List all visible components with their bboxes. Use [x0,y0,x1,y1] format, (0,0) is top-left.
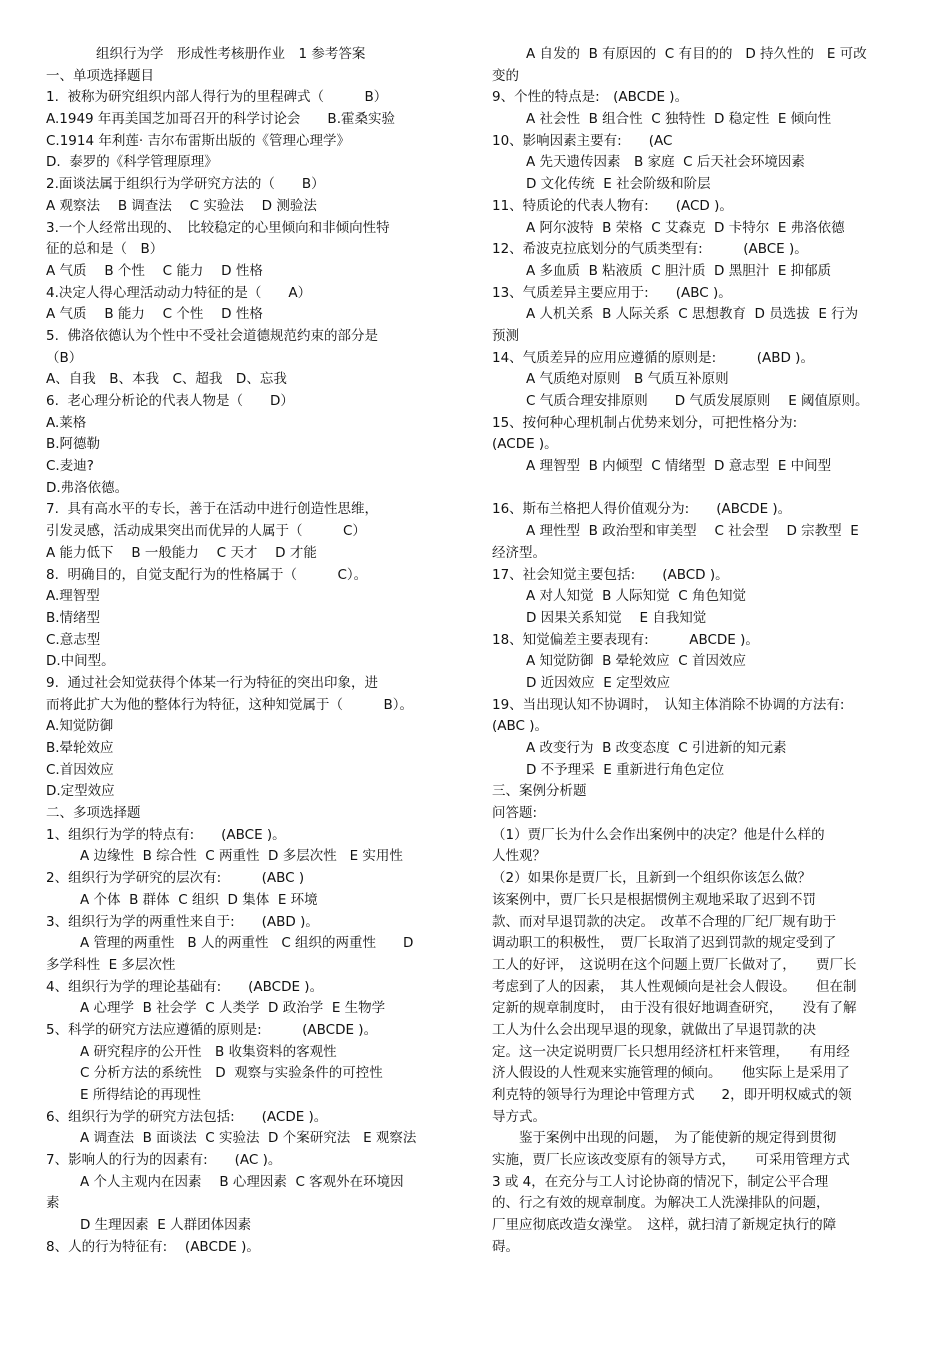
left-text-line: B.阿德勒 [46,436,101,453]
right-text-line: (ACDE )。 [492,436,558,453]
right-text-line: 问答题: [492,805,538,822]
left-text-line: 一、单项选择题目 [46,67,154,84]
right-text-line: 人性观？ [492,848,546,865]
right-text-line [492,478,906,500]
left-text-line: 引发灵感，活动成果突出而优异的人属于（ C） [46,523,366,540]
left-text-line: 8、人的行为特征有: (ABCDE )。 [46,1238,260,1255]
right-text-line: C 气质合理安排原则 D 气质发展原则 E 阈值原则。 [526,393,869,409]
right-text-line: 利克特的领导行为理论中管理方式 2，即开明权威式的领 [492,1087,852,1103]
left-column [46,44,462,1259]
left-text-line: 5. 佛洛依德认为个性中不受社会道德规范约束的部分是 [46,327,378,344]
left-text-line: C.1914 年利莲· 吉尔布雷斯出版的《管理心理学》 [46,132,350,149]
left-text-line: C.意志型 [46,631,101,648]
left-text-line: A 能力低下 B 一般能力 C 天才 D 才能 [46,544,317,561]
right-text-line: 实施，贾厂长应该改变原有的领导方式， 可采用管理方式 [492,1152,850,1169]
right-text-line: A 自发的 B 有原因的 C 有目的的 D 持久性的 E 可改 [526,46,867,62]
left-text-line: D.定型效应 [46,783,115,800]
left-text-line: B.情绪型 [46,609,101,626]
right-text-line: 款、而对早退罚款的决定。 改革不合理的厂纪厂规有助于 [492,913,837,930]
left-text-line: 1、组织行为学的特点有: (ABCE )。 [46,826,286,843]
right-text-line: 12、希波克拉底划分的气质类型有: (ABCE )。 [492,241,808,258]
left-text-line: 征的总和是（ B） [46,241,164,258]
right-text-line: A 先天遗传因素 B 家庭 C 后天社会环境因素 [526,154,805,171]
left-text-line: 2.面谈法属于组织行为学研究方法的（ B） [46,176,325,193]
left-text-line: B.晕轮效应 [46,740,114,756]
left-text-line: 7. 具有高水平的专长，善于在活动中进行创造性思维， [46,501,378,518]
left-text-line: C 分析方法的系统性 D 观察与实验条件的可控性 [80,1065,383,1082]
right-text-line: 该案例中，贾厂长只是根据惯例主观地采取了迟到不罚 [492,891,816,908]
left-text-line: A.理智型 [46,588,100,605]
left-text-line: A.1949 年再美国芝加哥召开的科学讨论会 B.霍桑实验 [46,111,395,128]
right-text-line: 调动职工的积极性， 贾厂长取消了迟到罚款的规定受到了 [492,935,837,952]
left-text-line: （B） [46,349,83,366]
left-text-line: 6. 老心理分析论的代表人物是（ D） [46,393,294,409]
right-text-line: （1）贾厂长为什么会作出案例中的决定？他是什么样的 [492,826,825,843]
left-text-line: E 所得结论的再现性 [80,1087,201,1103]
left-text-line: 二、多项选择题 [46,805,141,822]
right-text-line: 15、按何种心理机制占优势来划分，可把性格分为: [492,414,798,431]
right-text-line: A 理性型 B 政治型和审美型 C 社会型 D 宗教型 E [526,523,859,540]
right-text-line: 三、案例分析题 [492,783,587,800]
left-text-line: 9. 通过社会知觉获得个体某一行为特征的突出印象，进 [46,674,378,691]
right-text-line: 定。这一决定说明贾厂长只想用经济杠杆来管理， 有用经 [492,1043,850,1060]
left-text-line: A 气质 B 能力 C 个性 D 性格 [46,306,263,323]
left-text-line: 5、科学的研究方法应遵循的原则是: (ABCDE )。 [46,1021,378,1038]
left-text-line: A.知觉防御 [46,718,114,735]
left-text-line: 4.决定人得心理活动动力特征的是（ A） [46,284,312,301]
left-text-line: 组织行为学 形成性考核册作业 1 参考答案 [96,46,366,62]
right-text-line: 9、个性的特点是: (ABCDE )。 [492,89,689,106]
right-text-line: 17、社会知觉主要包括: (ABCD )。 [492,566,729,583]
left-text-line: A 管理的两重性 B 人的两重性 C 组织的两重性 D [80,935,414,952]
right-text-line: D 近因效应 E 定型效应 [526,674,671,691]
left-text-line: D.弗洛依德。 [46,479,129,496]
right-text-line: 考虑到了人的因素， 其人性观倾向是社会人假设。 但在制 [492,978,857,995]
right-text-line: D 因果关系知觉 E 自我知觉 [526,609,707,626]
right-text-line: 定新的规章制度时， 由于没有很好地调查研究， 没有了解 [492,1000,857,1017]
left-text-line: 3、组织行为学的两重性来自于: (ABD )。 [46,913,319,930]
right-text-line: A 人机关系 B 人际关系 C 思想教育 D 员选拔 E 行为 [526,306,859,323]
right-text-line: 工人为什么会出现早退的现象，就做出了早退罚款的决 [492,1021,816,1038]
left-text-line: A 气质 B 个性 C 能力 D 性格 [46,262,263,279]
right-text-line: 鉴于案例中出现的问题， 为了能使新的规定得到贯彻 [492,1130,837,1147]
left-text-line: A 个人主观内在因素 B 心理因素 C 客观外在环境因 [80,1173,404,1190]
left-text-line: A.莱格 [46,414,87,431]
right-text-line: 16、斯布兰格把人得价值观分为: (ABCDE )。 [492,501,792,518]
left-text-line: 7、影响人的行为的因素有: (AC )。 [46,1152,282,1169]
right-text-line: A 理智型 B 内倾型 C 情绪型 D 意志型 E 中间型 [526,458,832,475]
left-text-line: C.首因效应 [46,761,114,778]
left-text-line: 6、组织行为学的研究方法包括: (ACDE )。 [46,1108,328,1125]
left-text-line: A 个体 B 群体 C 组织 D 集体 E 环境 [80,891,318,908]
right-text-line: D 不予理采 E 重新进行角色定位 [526,761,725,778]
left-text-line: 4、组织行为学的理论基础有: (ABCDE )。 [46,978,324,995]
left-text-line: D. 泰罗的《科学管理原理》 [46,154,218,171]
right-column [492,44,906,1259]
left-text-line: C.麦迪? [46,458,94,475]
right-text-line: A 阿尔波特 B 荣格 C 艾森克 D 卡特尔 E 弗洛依德 [526,219,845,236]
left-text-line: 3.一个人经常出现的、 比较稳定的心里倾向和非倾向性特 [46,219,390,236]
left-text-line: A 研究程序的公开性 B 收集资料的客观性 [80,1043,337,1060]
left-text-line: A 心理学 B 社会学 C 人类学 D 政治学 E 生物学 [80,1000,386,1017]
right-text-line: 的、行之有效的规章制度。为解决工人洗澡排队的问题， [492,1195,830,1212]
left-text-line: D 生理因素 E 人群团体因素 [80,1217,252,1234]
right-text-line: 10、影响因素主要有: (AC [492,132,673,149]
right-text-line: A 社会性 B 组合性 C 独特性 D 稳定性 E 倾向性 [526,111,832,128]
right-text-line: A 对人知觉 B 人际知觉 C 角色知觉 [526,588,746,605]
left-text-line: A 观察法 B 调查法 C 实验法 D 测验法 [46,197,317,214]
left-text-line: 素 [46,1195,60,1212]
right-text-line: 碍。 [492,1238,519,1255]
right-text-line: 预测 [492,327,519,344]
left-text-line: 8. 明确目的，自觉支配行为的性格属于（ C）。 [46,566,368,583]
right-text-line: 工人的好评， 这说明在这个问题上贾厂长做对了， 贾厂长 [492,956,857,973]
left-text-line: A、自我 B、本我 C、超我 D、忘我 [46,371,287,388]
right-text-line: 厂里应彻底改造女澡堂。 这样，就扫清了新规定执行的障 [492,1217,837,1234]
left-text-line: 多学科性 E 多层次性 [46,956,176,973]
right-text-line: A 气质绝对原则 B 气质互补原则 [526,371,729,388]
right-text-line: 11、特质论的代表人物有: (ACD )。 [492,197,733,214]
right-text-line: A 多血质 B 粘液质 C 胆汁质 D 黑胆汁 E 抑郁质 [526,262,832,279]
right-text-line: A 改变行为 B 改变态度 C 引进新的知元素 [526,740,787,756]
right-text-line: 3 或 4，在充分与工人讨论协商的情况下，制定公平合理 [492,1173,829,1190]
right-text-line: 经济型。 [492,544,546,561]
right-text-line: 导方式。 [492,1108,546,1125]
left-text-line: 2、组织行为学研究的层次有: (ABC ) [46,870,305,887]
left-text-line: 而将此扩大为他的整体行为特征，这种知觉属于（ B）。 [46,696,414,713]
right-text-line: （2）如果你是贾厂长，且新到一个组织你该怎么做？ [492,870,812,887]
left-text-line: D.中间型。 [46,653,115,670]
right-text-line: D 文化传统 E 社会阶级和阶层 [526,176,711,193]
right-text-line: (ABC )。 [492,718,549,735]
right-text-line: A 知觉防御 B 晕轮效应 C 首因效应 [526,653,746,670]
left-text-line: 1. 被称为研究组织内部人得行为的里程碑式（ B） [46,89,388,106]
right-text-line: 18、知觉偏差主要表现有: ABCDE )。 [492,631,759,648]
right-text-line: 14、气质差异的应用应遵循的原则是: (ABD )。 [492,349,814,366]
left-text-line: A 调查法 B 面谈法 C 实验法 D 个案研究法 E 观察法 [80,1130,417,1147]
right-text-line: 变的 [492,67,519,84]
right-text-line: 13、气质差异主要应用于: (ABC )。 [492,284,732,301]
right-text-line: 济人假设的人性观来实施管理的倾向。 他实际上是采用了 [492,1065,850,1082]
left-text-line: A 边缘性 B 综合性 C 两重性 D 多层次性 E 实用性 [80,848,403,865]
right-text-line: 19、当出现认知不协调时， 认知主体消除不协调的方法有: [492,696,845,713]
